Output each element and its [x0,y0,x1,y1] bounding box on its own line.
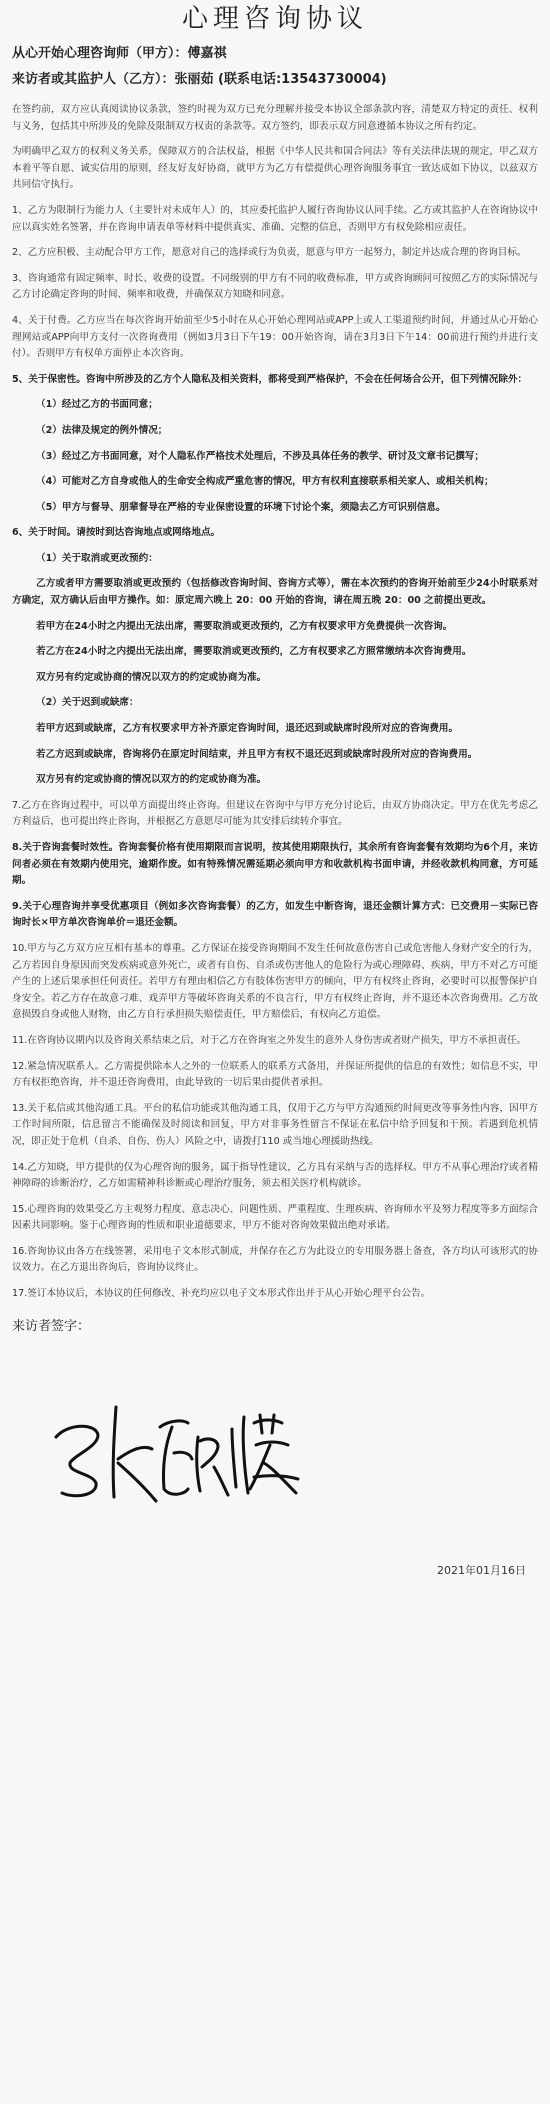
clause-6-late-paragraph: 若甲方迟到或缺席，乙方有权要求甲方补齐原定咨询时间，退还迟到或缺席时段所对应的咨询费用。 [36,723,459,735]
agreement-page [0,4,550,1579]
clause-12: 12.紧急情况联系人。乙方需提供除本人之外的一位联系人的联系方式备用，并保证所提供的信息的有效性；如信息不实，甲方有权拒绝咨询，并不退还咨询费用，由此导致的一切后果由提供者承担。 [12,1060,538,1089]
clause-9: 9.关于心理咨询并享受优惠项目（例如多次咨询套餐）的乙方，如发生中断咨询，退还金额计算方式：已交费用－实际已咨询时长×甲方单次咨询单价＝退还金额。 [12,900,538,929]
clause-14: 14.乙方知晓，甲方提供的仅为心理咨询的服务，属于指导性建议，乙方具有采纳与否的选择权。甲方不从事心理治疗或者精神障碍的诊断治疗，乙方如需精神科诊断或心理治疗服务，须去相关医疗机构就诊。 [12,1161,538,1190]
clause-6-late-paragraph: 若乙方迟到或缺席，咨询将仍在原定时间结束，并且甲方有权不退还迟到或缺席时段所对应的咨询费用。 [36,748,478,760]
clause-17: 17.签订本协议后，本协议的任何修改、补充均应以电子文本形式作出并于从心开始心理平台公告。 [12,1288,431,1300]
intro-paragraph-1: 在签约前，双方应认真阅读协议条款，签约时视为双方已充分理解并接受本协议全部条款内容，清楚双方特定的责任、权利与义务，包括其中所涉及的免除及限制双方权责的条款等。双方签约，即表示双方同意遵循本协议之所有约定。 [12,104,538,132]
handwritten-signature [48,1397,308,1507]
party-b-line: 来访者或其监护人（乙方）：张丽茹 (联系电话:13543730004) [12,72,387,87]
clause-5-item: （3）经过乙方书面同意，对个人隐私作严格技术处理后，不涉及具体任务的教学、研讨及文章书记撰写； [36,450,484,462]
clause-6-cancel-paragraph: 乙方或者甲方需要取消或更改预约（包括修改咨询时间、咨询方式等），需在本次预约的咨询开始前至少24小时联系对方确定，双方确认后由甲方操作。如：原定周六晚上 20：00 开始的咨询，请在周五晚 20：00 之前提出更改。 [12,578,538,607]
clause-5-item: （1）经过乙方的书面同意； [36,399,158,411]
clause-5-item: （4）可能对乙方自身或他人的生命安全构成严重危害的情况，甲方有权利直接联系相关家人、或相关机构； [36,476,494,488]
clause-5-item: （5）甲方与督导、朋辈督导在严格的专业保密设置的环境下讨论个案，须隐去乙方可识别信息。 [36,501,446,513]
clause-3: 3、咨询通常有固定频率、时长、收费的设置。不同级别的甲方有不同的收费标准，甲方或咨询顾问可按照乙方的实际情况与乙方讨论确定咨询的时间、频率和收费，并确保双方知晓和同意。 [12,272,538,301]
party-a-line: 从心开始心理咨询师（甲方）：傅嘉祺 [12,46,227,61]
clause-6-cancel-paragraph: 若甲方在24小时之内提出无法出席，需要取消或更改预约，乙方有权要求甲方免费提供一次咨询。 [36,620,453,632]
clause-6-subheading-late: （2）关于迟到或缺席： [36,697,139,709]
clause-6-cancel-paragraph: 双方另有约定或协商的情况以双方的约定或协商为准。 [36,671,267,683]
clause-4: 4、关于付费。乙方应当在每次咨询开始前至少5小时在从心开始心理网站或APP上或人工渠道预约时间，并通过从心开始心理网站或APP向甲方支付一次咨询费用（例如3月3日下午19：00开始咨询，请在3月3日下午14：00前进行预约并进行支付）。否则甲方有权单方面停止本次咨询。 [12,314,538,360]
clause-6-cancel-paragraph: 若乙方在24小时之内提出无法出席，需要取消或更改预约，乙方有权要求乙方照常缴纳本次咨询费用。 [36,646,472,658]
clause-8: 8.关于咨询套餐时效性。咨询套餐价格有使用期限而言说明，按其使用期限执行，其余所有咨询套餐有效期均为6个月，来访问者必须在有效期内使用完，逾期作废。如有特殊情况需延期必须向甲方和收款机构书面申请，并经收款机构同意，方可延期。 [12,842,538,887]
clause-1: 1、乙方为限制行为能力人（主要针对未成年人）的，其应委托监护人履行咨询协议认同手续。乙方或其监护人在咨询协议中应以真实姓名签署，并在咨询申请表单等材料中提供真实、准确、完整的信息，否则甲方有权免除相应责任。 [12,204,538,233]
intro-paragraph-2: 为明确甲乙双方的权利义务关系，保障双方的合法权益，根据《中华人民共和国合同法》等有关法律法规的规定，甲乙双方本着平等自愿、诚实信用的原则，经友好友好协商，就甲方为乙方有偿提供心理咨询服务事宜一致达成如下协议，以兹双方共同信守执行。 [12,146,538,191]
clause-15: 15.心理咨询的效果受乙方主观努力程度、意志决心、问题性质、严重程度、生理疾病、咨询师水平及努力程度等多方面综合因素共同影响。鉴于心理咨询的性质和职业道德要求，甲方不能对咨询效果做出绝对承诺。 [12,1203,538,1232]
clause-6-late-paragraph: 双方另有约定或协商的情况以双方的约定或协商为准。 [36,774,267,786]
clause-6-heading: 6、关于时间。请按时到达咨询地点或网络地点。 [12,527,221,539]
clause-11: 11.在咨询协议期内以及咨询关系结束之后，对于乙方在咨询室之外发生的意外人身伤害或者财产损失，甲方不承担责任。 [12,1034,527,1046]
clause-7: 7.乙方在咨询过程中，可以单方面提出终止咨询。但建议在咨询中与甲方充分讨论后，由双方协商决定。甲方在优先考虑乙方利益后，也可提出终止咨询，并根据乙方意愿尽可能为其安排后续转介事宜。 [12,799,538,828]
clause-2: 2、乙方应积极、主动配合甲方工作，愿意对自己的选择或行为负责，愿意与甲方一起努力，制定并达成合理的咨询目标。 [12,247,527,259]
clause-10: 10.甲方与乙方双方应互相有基本的尊重。乙方保证在接受咨询期间不发生任何故意伤害自己或危害他人身财产安全的行为，乙方若因自身原因而突发疾病或意外死亡，或者有自伤、自杀或伤害他人的危险行为或心理障碍、疾病，甲方不对乙方可能产生的上述后果承担任何责任。若甲方有理由相信乙方有肢体伤害甲方的倾向，甲方有权终止咨询，必要时可以报警保护自身安全。若乙方存在故意刁难、戏弄甲方等破坏咨询关系的不良言行，甲方有权终止咨询，并不退还本次咨询费用。乙方故意损毁自身或他人财物，由乙方自行承担损失赔偿责任，甲方赔偿后，有权向乙方追偿。 [12,942,538,1021]
signing-date: 2021年01月16日 [437,1563,526,1577]
clause-16: 16.咨询协议由各方在线签署，采用电子文本形式制成，并保存在乙方为此设立的专用服务器上备查，各方均认可该形式的协议效力。在乙方退出咨询后，咨询协议终止。 [12,1245,538,1274]
page-title: 心理咨询协议 [181,4,368,34]
clause-5-heading: 5、关于保密性。咨询中所涉及的乙方个人隐私及相关资料，都将受到严格保护，不会在任何场合公开，但下列情况除外： [12,373,528,385]
clause-13: 13.关于私信或其他沟通工具。平台的私信功能或其他沟通工具，仅用于乙方与甲方沟通预约时间更改等事务性内容，因甲方工作时间所限，信息留言不能确保及时阅读和回复，甲方对非事务性留言不保证在私信中给予回复和干预。若遇到危机情况，即正处于危机（自杀、自伤、伤人）风险之中，请拨打110 或当地心理援助热线。 [12,1102,538,1147]
signature-label: 来访者签字： [12,1318,91,1334]
clause-5-item: （2）法律及规定的例外情况； [36,424,168,436]
clause-6-subheading-cancel: （1）关于取消或更改预约： [36,552,158,564]
